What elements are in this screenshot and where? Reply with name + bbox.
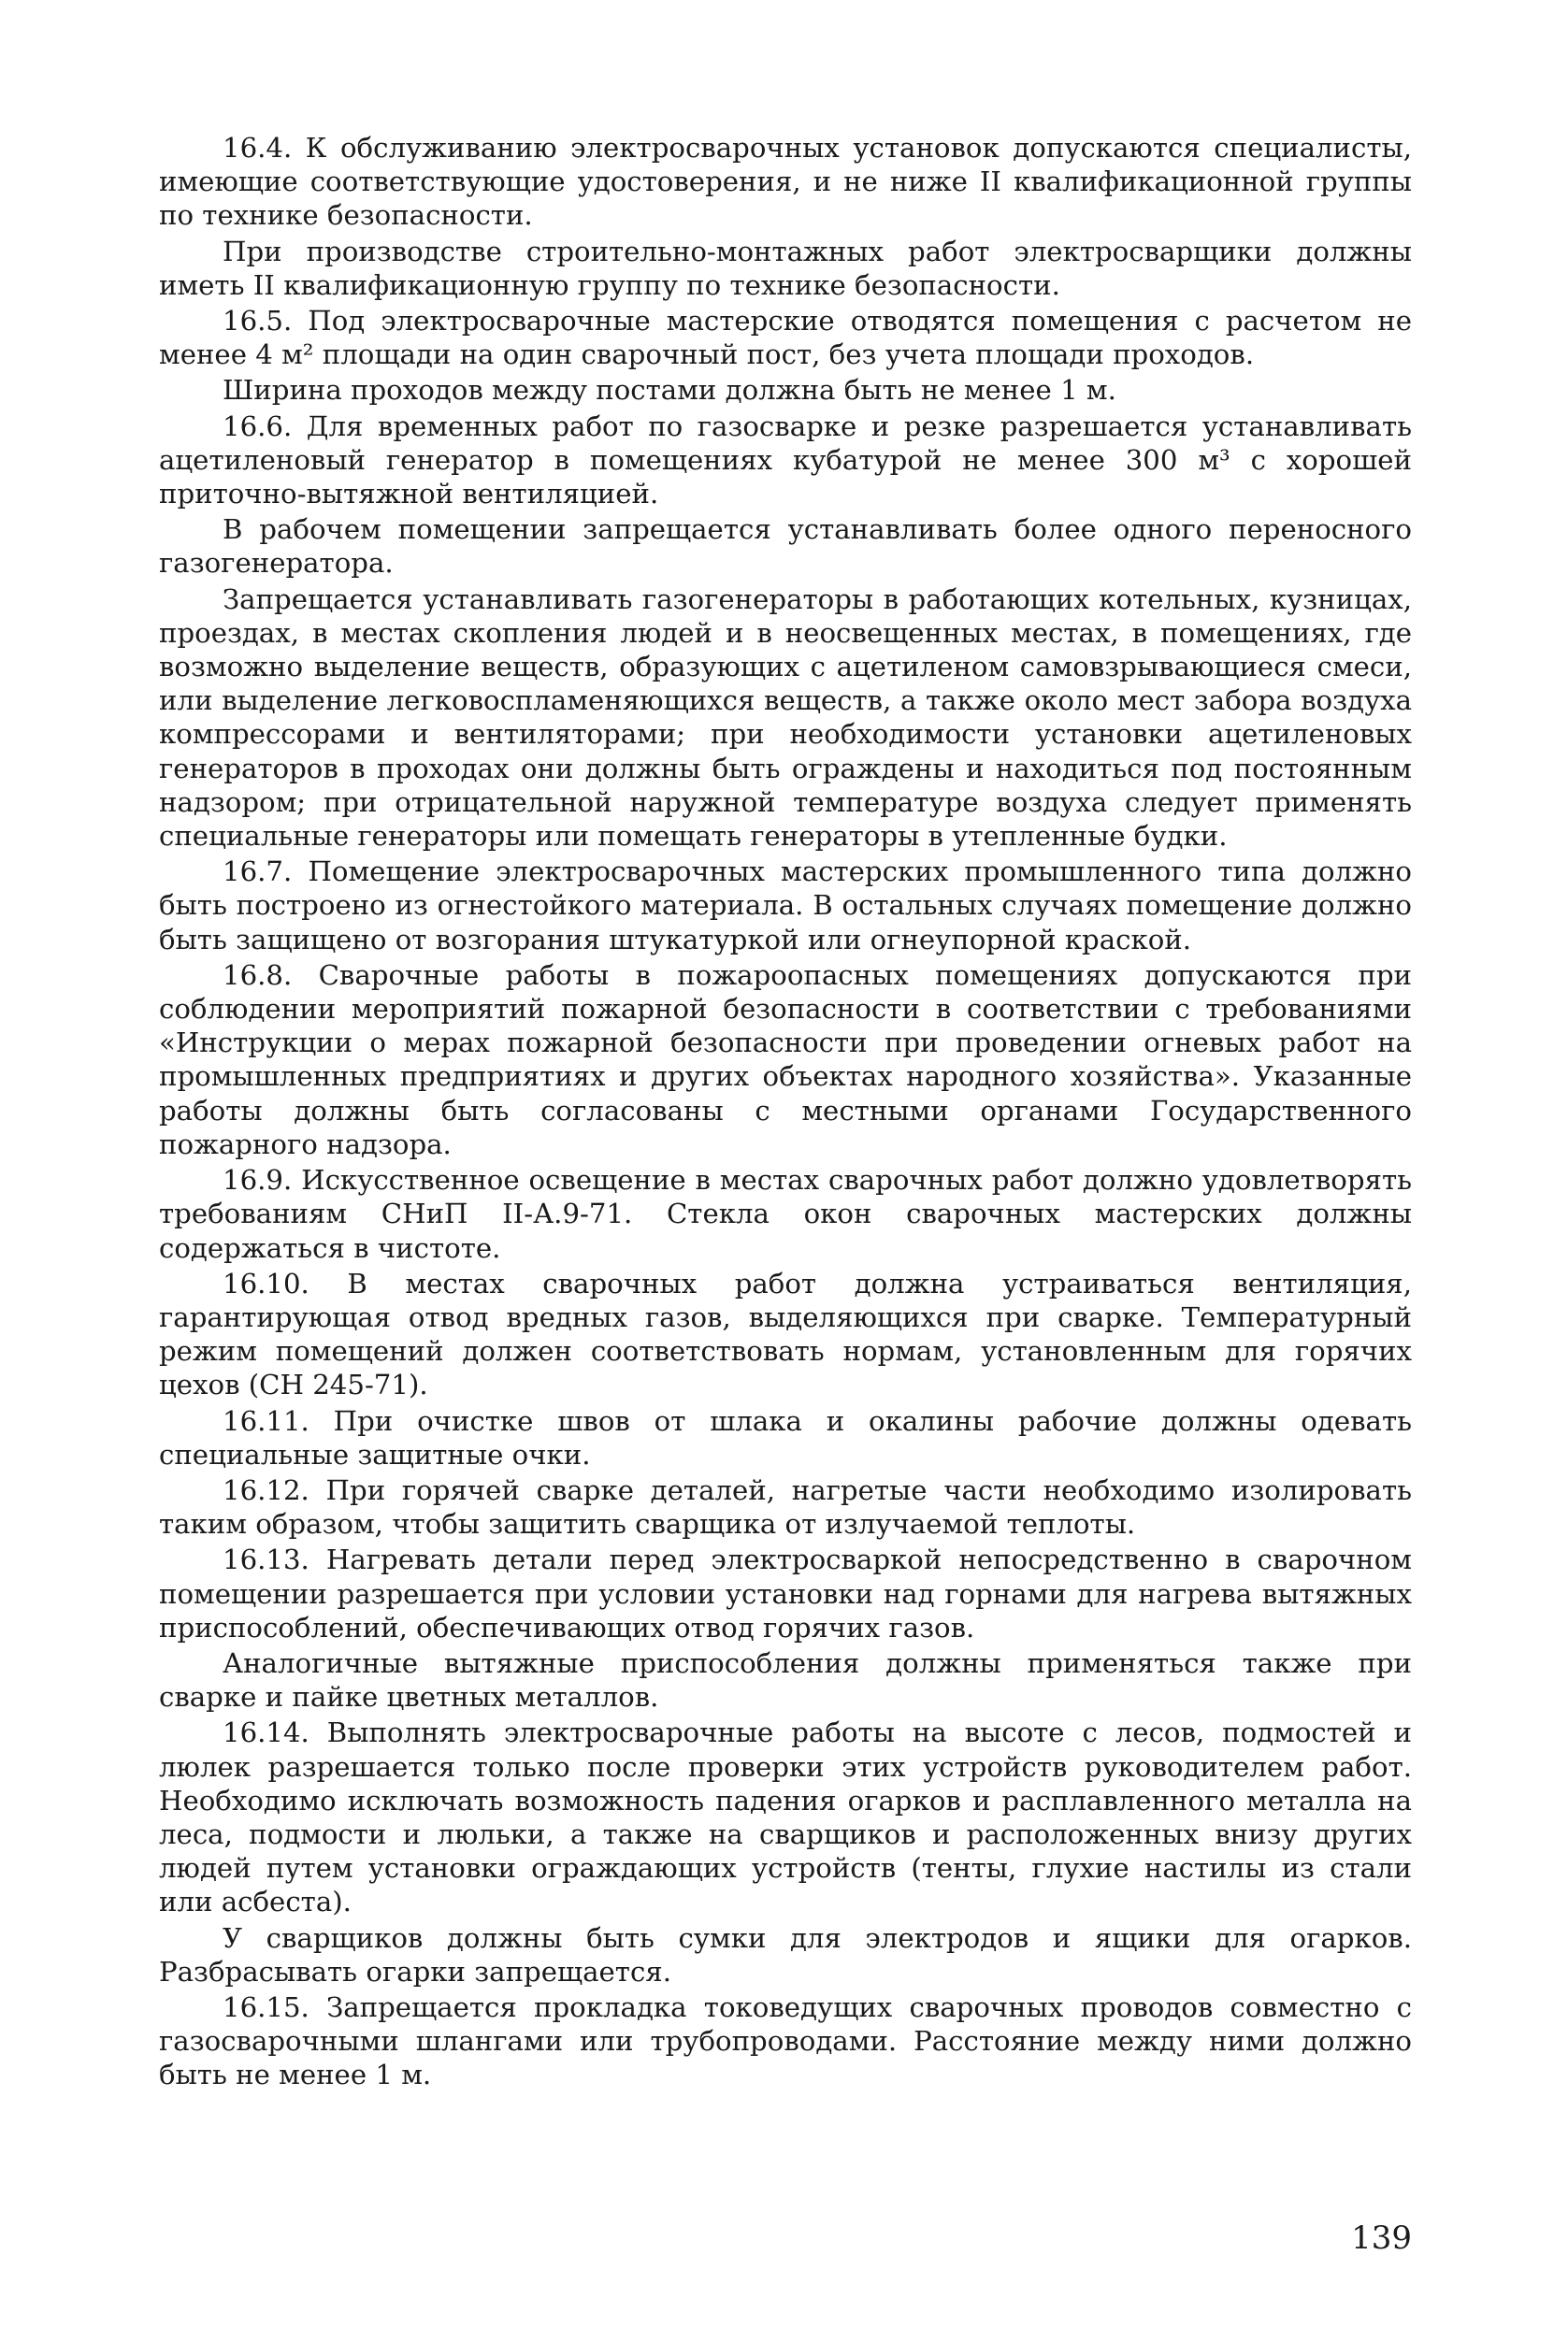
paragraph-16-4-cont: При производстве строительно-монтажных работ электросварщики должны иметь II квалификационную группу по технике безопасности. [159,235,1412,301]
document-page [159,131,1412,2257]
paragraph-16-12: 16.12. При горячей сварке деталей, нагретые части необходимо изолировать таким образом, чтобы защитить сварщика от излучаемой теплоты. [159,1473,1412,1541]
paragraph-16-6-cont-2: Запрещается устанавливать газогенераторы в работающих котельных, кузницах, проездах, в местах скопления людей и в неосвещенных местах, в помещениях, где возможно выделение веществ, образующих с ацетиленом самовзрывающиеся смеси, или выделение легковоспламеняющихся веществ, а также около мест забора воздуха компрессорами и вентиляторами; при необходимости установки ацетиленовых генераторов в проходах они должны быть ограждены и находиться под постоянным надзором; при отрицательной наружной температуре воздуха следует применять специальные генераторы или помещать генераторы в утепленные будки. [159,582,1412,853]
paragraph-16-10: 16.10. В местах сварочных работ должна устраиваться вентиляция, гарантирующая отвод вредных газов, выделяющихся при сварке. Температурный режим помещений должен соответствовать нормам, установленным для горячих цехов (СН 245-71). [159,1267,1412,1401]
paragraph-16-5: 16.5. Под электросварочные мастерские отводятся помещения с расчетом не менее 4 м² площади на один сварочный пост, без учета площади проходов. [159,305,1412,371]
paragraph-16-13-cont: Аналогичные вытяжные приспособления должны применяться также при сварке и пайке цветных металлов. [159,1646,1412,1714]
paragraph-16-8: 16.8. Сварочные работы в пожароопасных помещениях допускаются при соблюдении мероприятий пожарной безопасности в соответствии с требованиями «Инструкции о мерах пожарной безопасности при проведении огневых работ на промышленных предприятиях и других объектах народного хозяйства». Указанные работы должны быть согласованы с местными органами Государственного пожарного надзора. [159,958,1412,1160]
paragraph-16-4: 16.4. К обслуживанию электросварочных установок допускаются специалисты, имеющие соответствующие удостоверения, и не ниже II квалификационной группы по технике безопасности. [159,132,1412,232]
page-number: 139 [1351,2219,1412,2257]
paragraph-16-15: 16.15. Запрещается прокладка токоведущих сварочных проводов совместно с газосварочными шлангами или трубопроводами. Расстояние между ними должно быть не менее 1 м. [159,1990,1412,2091]
paragraph-16-6-cont-1: В рабочем помещении запрещается устанавливать более одного переносного газогенератора. [159,513,1412,580]
paragraph-16-11: 16.11. При очистке швов от шлака и окалины рабочие должны одевать специальные защитные очки. [159,1404,1412,1471]
paragraph-16-14-cont: У сварщиков должны быть сумки для электродов и ящики для огарков. Разбрасывать огарки запрещается. [159,1921,1412,1988]
paragraph-16-13: 16.13. Нагревать детали перед электросваркой непосредственно в сварочном помещении разрешается при условии установки над горнами для нагрева вытяжных приспособлений, обеспечивающих отвод горячих газов. [159,1544,1412,1644]
paragraph-16-14: 16.14. Выполнять электросварочные работы на высоте с лесов, подмостей и люлек разрешается только после проверки этих устройств руководителем работ. Необходимо исключать возможность падения огарков и расплавленного металла на леса, подмости и люльки, а также на сварщиков и расположенных внизу других людей путем установки ограждающих устройств (тенты, глухие настилы из стали или асбеста). [159,1716,1412,1918]
paragraph-16-9: 16.9. Искусственное освещение в местах сварочных работ должно удовлетворять требованиям СНиП II-А.9-71. Стекла окон сварочных мастерских должны содержаться в чистоте. [159,1164,1412,1264]
paragraph-16-5-cont: Ширина проходов между постами должна быть не менее 1 м. [223,374,1116,407]
paragraph-16-7: 16.7. Помещение электросварочных мастерских промышленного типа должно быть построено из огнестойкого материала. В остальных случаях помещение должно быть защищено от возгорания штукатуркой или огнеупорной краской. [159,855,1412,955]
paragraph-16-6: 16.6. Для временных работ по газосварке и резке разрешается устанавливать ацетиленовый генератор в помещениях кубатурой не менее 300 м³ с хорошей приточно-вытяжной вентиляцией. [159,409,1412,510]
